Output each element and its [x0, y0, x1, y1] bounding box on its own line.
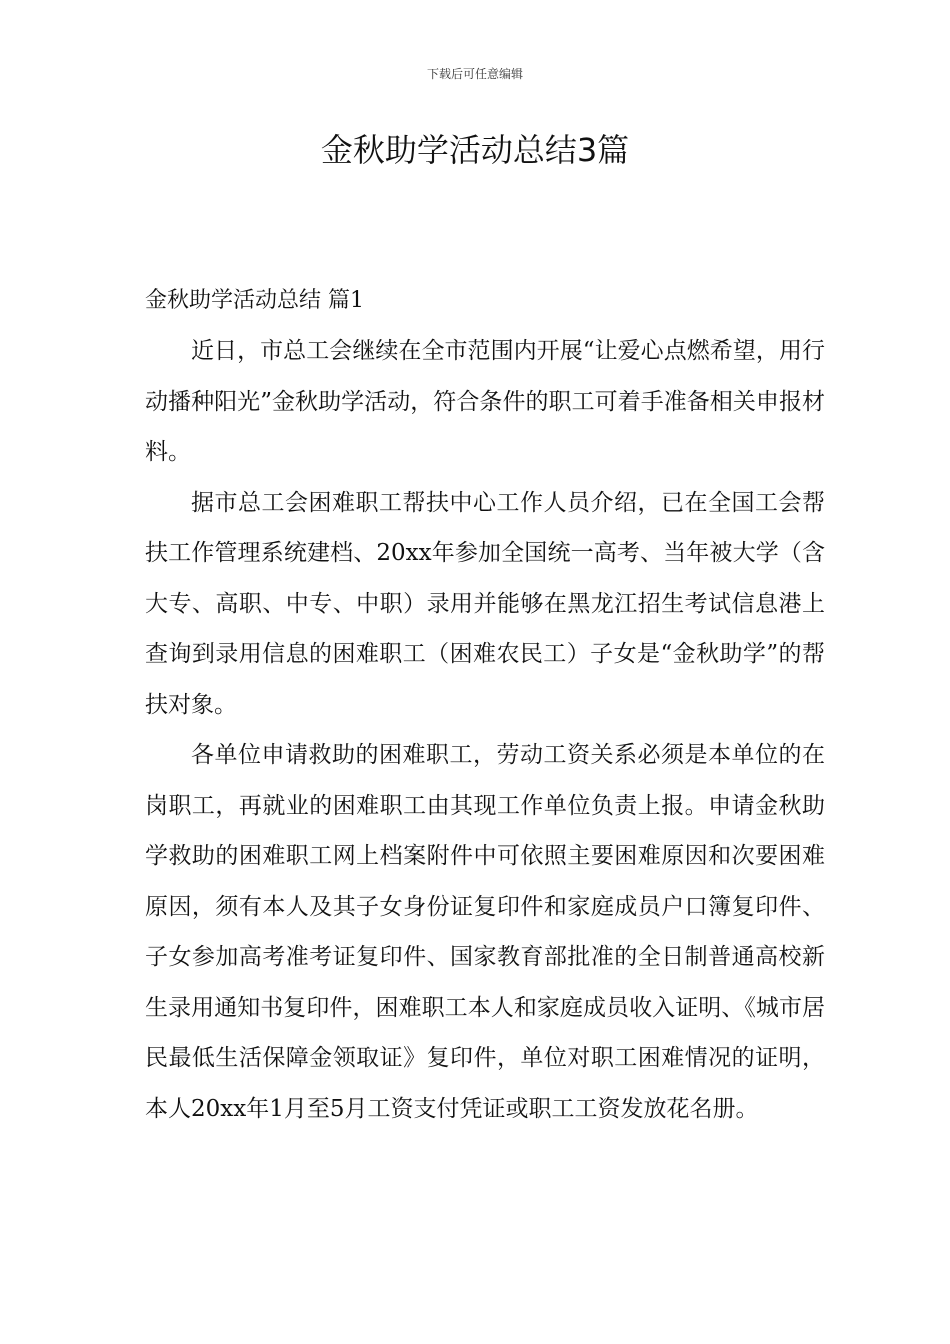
- document-title: 金秋助学活动总结3篇: [320, 131, 630, 169]
- document-body: [145, 276, 825, 1134]
- section-heading: 金秋助学活动总结 篇1: [145, 288, 364, 313]
- paragraph-2: 据市总工会困难职工帮扶中心工作人员介绍，已在全国工会帮扶工作管理系统建档、20xx年参加全国统一高考、当年被大学（含大专、高职、中专、中职）录用并能够在黑龙江招生考试信息港上查询到录用信息的困难职工（困难农民工）子女是“金秋助学”的帮扶对象。: [145, 489, 825, 718]
- header-note: 下载后可任意编辑: [426, 67, 523, 81]
- paragraph-1: 近日，市总工会继续在全市范围内开展“让爱心点燃希望，用行动播种阳光”金秋助学活动，符合条件的职工可着手准备相关申报材料。: [145, 338, 825, 465]
- paragraph-3: 各单位申请救助的困难职工，劳动工资关系必须是本单位的在岗职工，再就业的困难职工由其现工作单位负责上报。申请金秋助学救助的困难职工网上档案附件中可依照主要困难原因和次要困难原因，须有本人及其子女身份证复印件和家庭成员户口簿复印件、子女参加高考准考证复印件、国家教育部批准的全日制普通高校新生录用通知书复印件，困难职工本人和家庭成员收入证明、《城市居民最低生活保障金领取证》复印件，单位对职工困难情况的证明，本人20xx年1月至5月工资支付凭证或职工工资发放花名册。: [145, 742, 825, 1122]
